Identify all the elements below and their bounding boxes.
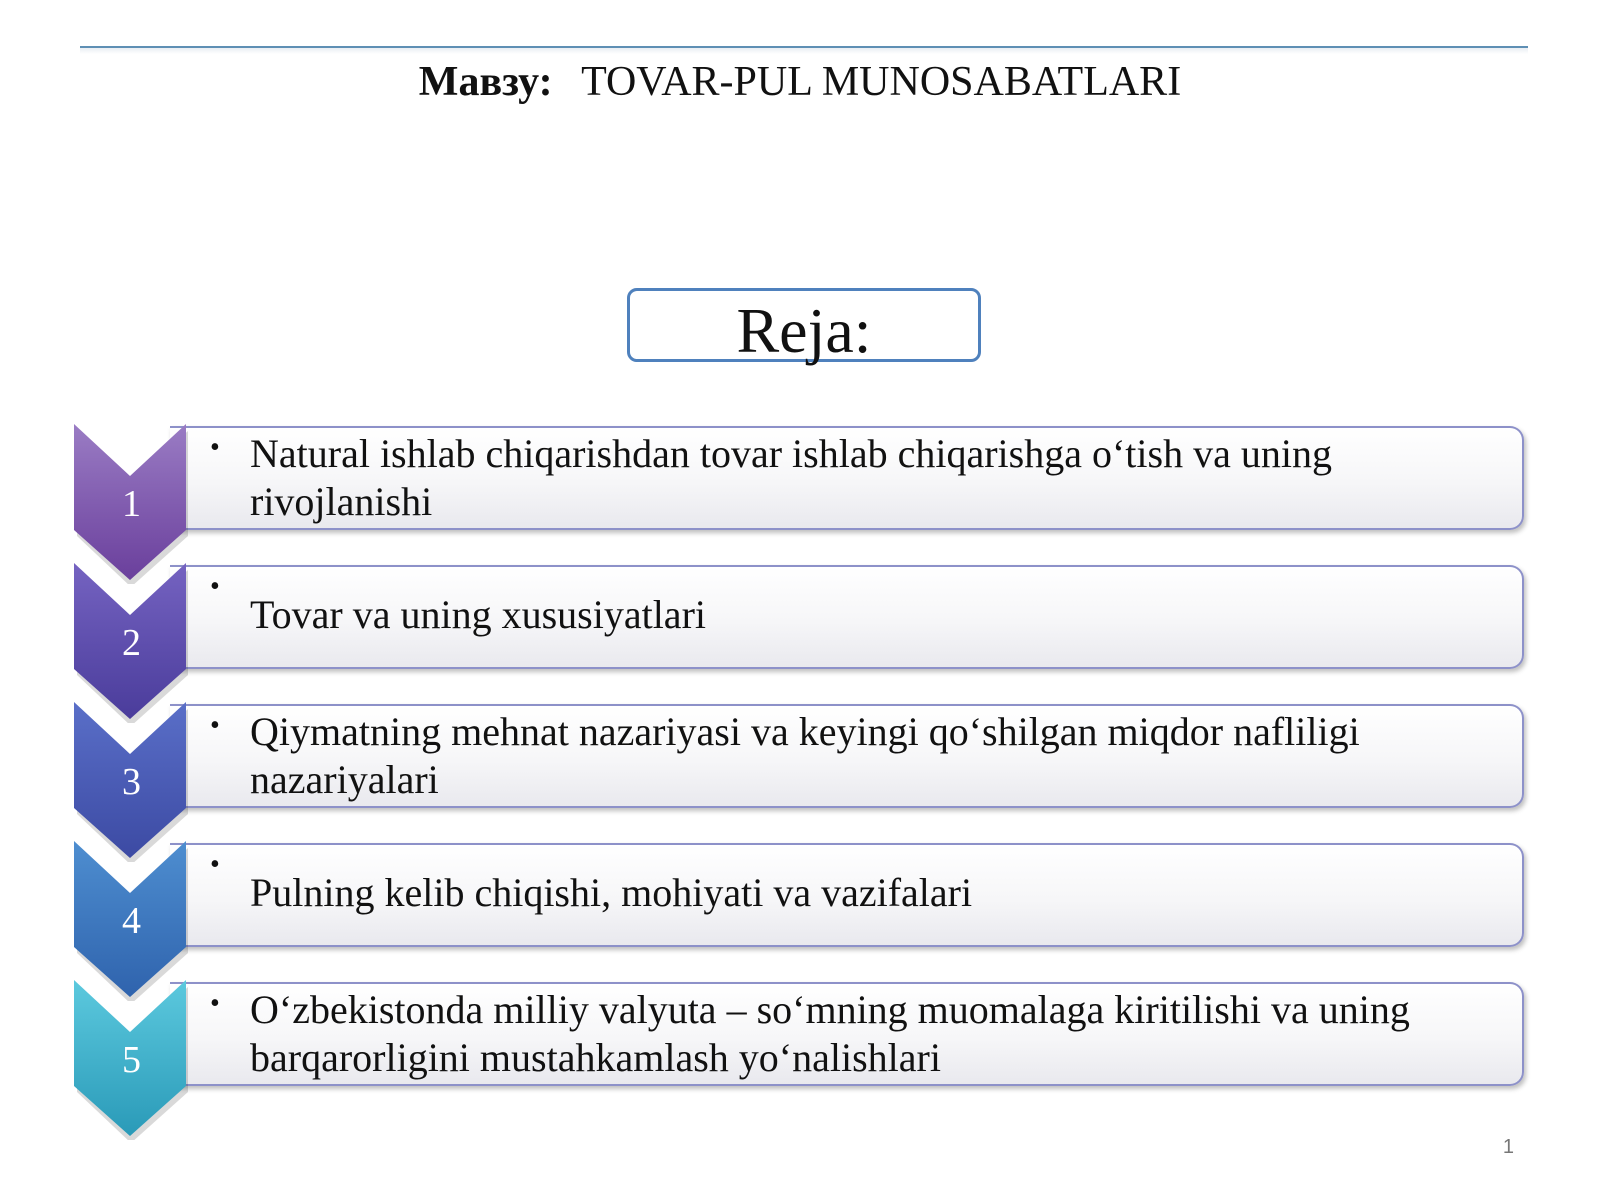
bullet-icon: •	[210, 988, 220, 1019]
step-number: 1	[122, 483, 141, 525]
bullet-icon: •	[210, 849, 220, 880]
plan-item-text: Qiymatning mehnat nazariyasi va keyingi qo‘shilgan miqdor nafliligi nazariyalari	[250, 709, 1360, 802]
step-number: 3	[122, 761, 141, 803]
step-number: 5	[122, 1039, 141, 1081]
topic-title: TOVAR-PUL MUNOSABATLARI	[581, 59, 1182, 105]
step-chevron-1	[74, 424, 189, 584]
bullet-icon: •	[210, 432, 220, 463]
step-number: 2	[122, 622, 141, 664]
plan-item-4	[170, 843, 1524, 947]
page-number: 1	[1502, 1136, 1514, 1158]
plan-item-text: Natural ishlab chiqarishdan tovar ishlab chiqarishga o‘tish va uning rivojlanishi	[250, 431, 1332, 524]
plan-item-text: Pulning kelib chiqishi, mohiyati va vazifalari	[250, 870, 973, 915]
plan-item-text: O‘zbekistonda milliy valyuta – so‘mning muomalaga kiritilishi va uning barqarorligini mustahkamlash yo‘nalishlari	[250, 987, 1410, 1080]
plan-heading: Reja:	[627, 288, 981, 362]
topic-label: Мавзу:	[418, 59, 553, 105]
step-chevron-4	[74, 841, 189, 1001]
plan-item-2	[170, 565, 1524, 669]
bullet-icon: •	[210, 571, 220, 602]
step-chevron-2	[74, 563, 189, 723]
step-chevron-5	[74, 980, 189, 1140]
plan-item-5	[170, 982, 1524, 1086]
step-chevron-3	[74, 702, 189, 862]
step-number: 4	[122, 900, 141, 942]
plan-item-text: Tovar va uning xususiyatlari	[250, 592, 706, 637]
plan-item-3	[170, 704, 1524, 808]
plan-item-1	[170, 426, 1524, 530]
bullet-icon: •	[210, 710, 220, 741]
